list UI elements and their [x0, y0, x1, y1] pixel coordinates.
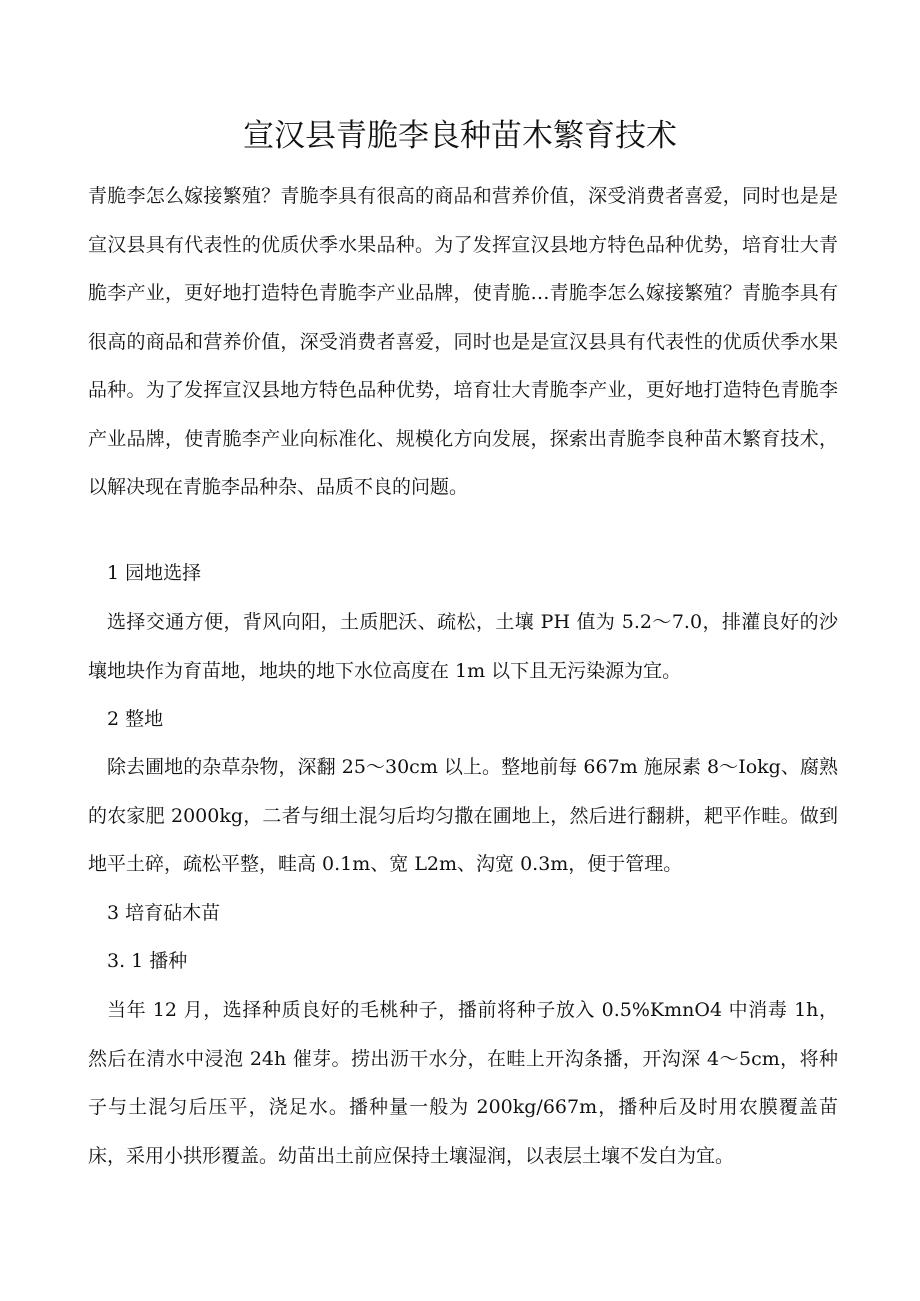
document-title: 宣汉县青脆李良种苗木繁育技术 — [243, 118, 677, 154]
section-heading-rootstock: 3 培育砧木苗 — [107, 902, 221, 924]
section-body-land-preparation: 除去圃地的杂草杂物，深翻 25～30cm 以上。整地前每 667m 施尿素 8～Iokg、腐熟的农家肥 2000kg，二者与细土混匀后均匀撒在圃地上，然后进行翻耕，耙平作畦。做到地平土碎，疏松平整，畦高 0.1m、宽 L2m、沟宽 0.3m，便于管理。 — [88, 756, 838, 875]
section-heading-sowing: 3. 1 播种 — [107, 950, 188, 972]
section-heading-land-preparation: 2 整地 — [107, 708, 164, 730]
section-heading-site-selection: 1 园地选择 — [107, 562, 202, 584]
intro-paragraph: 青脆李怎么嫁接繁殖？青脆李具有很高的商品和营养价值，深受消费者喜爱，同时也是是宣汉县具有代表性的优质伏季水果品种。为了发挥宣汉县地方特色品种优势，培育壮大青脆李产业，更好地打造特色青脆李产业品牌，使青脆…青脆李怎么嫁接繁殖？青脆李具有很高的商品和营养价值，深受消费者喜爱，同时也是是宣汉县具有代表性的优质伏季水果品种。为了发挥宣汉县地方特色品种优势，培育壮大青脆李产业，更好地打造特色青脆李产业品牌，使青脆李产业向标准化、规模化方向发展，探索出青脆李良种苗木繁育技术，以解决现在青脆李品种杂、品质不良的问题。 — [88, 185, 838, 498]
section-body-site-selection: 选择交通方便，背风向阳，土质肥沃、疏松，土壤 PH 值为 5.2～7.0，排灌良好的沙壤地块作为育苗地，地块的地下水位高度在 1m 以下且无污染源为宜。 — [88, 611, 838, 682]
section-body-sowing: 当年 12 月，选择种质良好的毛桃种子，播前将种子放入 0.5%KmnO4 中消毒 1h，然后在清水中浸泡 24h 催芽。捞出沥干水分，在畦上开沟条播，开沟深 4～5cm，将种子与土混匀后压平，浇足水。播种量一般为 200kg/667m，播种后及时用农膜覆盖苗床，采用小拱形覆盖。幼苗出土前应保持土壤湿润，以表层土壤不发白为宜。 — [88, 999, 838, 1167]
